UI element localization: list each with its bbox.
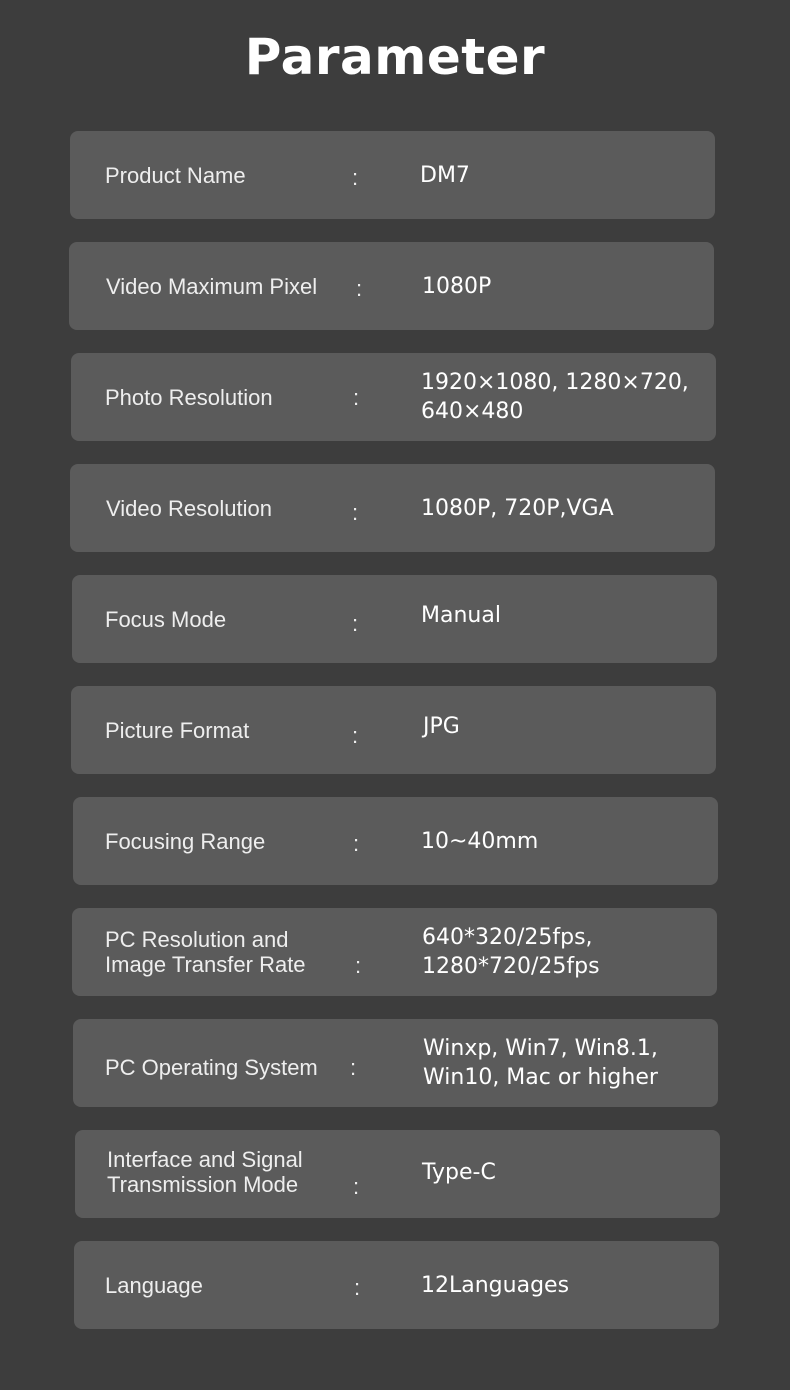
param-row-video-maximum-pixel (69, 242, 714, 330)
param-row-pc-resolution (72, 908, 717, 996)
param-label: Picture Format (105, 717, 250, 743)
param-value: 1080P, 720P,VGA (421, 495, 614, 521)
param-row-language (74, 1241, 719, 1329)
param-colon: : (355, 953, 362, 978)
param-value: Type-C (422, 1159, 496, 1185)
param-value: 640*320/25fps, 1280*720/25fps (422, 925, 600, 979)
param-colon: : (352, 165, 359, 190)
param-row-product-name (70, 131, 715, 219)
param-colon: : (353, 1174, 360, 1199)
param-colon: : (353, 831, 360, 856)
page-title: Parameter (244, 28, 546, 86)
param-label: PC Operating System (105, 1054, 318, 1080)
param-label: Focus Mode (105, 606, 227, 632)
param-label: Language (105, 1272, 203, 1298)
param-row-picture-format (71, 686, 716, 774)
param-value: DM7 (420, 162, 470, 188)
param-value: 1080P (422, 273, 492, 299)
param-row-interface-transmission (75, 1130, 720, 1218)
param-colon: : (352, 723, 359, 748)
param-value: 1920×1080, 1280×720, 640×480 (421, 370, 689, 424)
param-label: Video Resolution (106, 495, 272, 521)
param-label: Video Maximum Pixel (106, 273, 318, 299)
param-colon: : (356, 276, 363, 301)
param-label: Photo Resolution (105, 384, 273, 410)
param-row-pc-operating-system (73, 1019, 718, 1107)
param-value: Winxp, Win7, Win8.1, Win10, Mac or higher (423, 1036, 658, 1090)
param-label: PC Resolution and Image Transfer Rate (105, 927, 306, 977)
param-label: Focusing Range (105, 828, 266, 854)
param-colon: : (353, 385, 360, 410)
param-row-photo-resolution (71, 353, 716, 441)
param-value: 12Languages (421, 1272, 570, 1298)
param-value: Manual (421, 602, 501, 628)
param-colon: : (352, 611, 359, 636)
param-colon: : (354, 1275, 361, 1300)
param-value: JPG (423, 713, 460, 739)
param-row-video-resolution (70, 464, 715, 552)
param-label: Product Name (105, 162, 246, 188)
param-label: Interface and Signal Transmission Mode (107, 1147, 303, 1197)
param-row-focus-mode (72, 575, 717, 663)
param-colon: : (352, 500, 359, 525)
param-row-focusing-range (73, 797, 718, 885)
param-colon: : (350, 1055, 357, 1080)
param-value: 10~40mm (421, 828, 539, 854)
